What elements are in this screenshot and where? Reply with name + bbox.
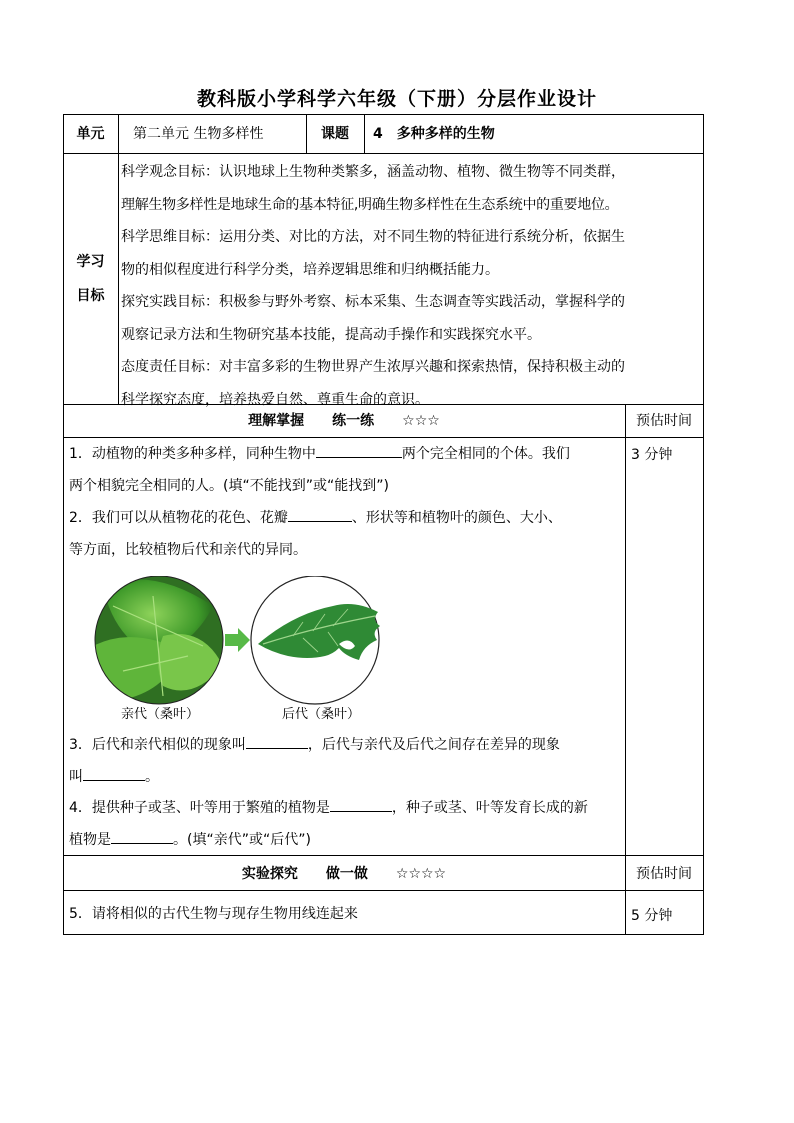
- section1-heading: 理解掌握 练一练 ☆☆☆: [248, 413, 440, 429]
- section2-time-header: 预估时间: [636, 866, 692, 882]
- caption-offspring: 后代（桑叶）: [282, 707, 361, 722]
- topic-value: 4 多种多样的生物: [373, 126, 495, 142]
- objective-line: 物的相似程度进行科学分类，培养逻辑思维和归纳概括能力。: [121, 261, 499, 278]
- objectives-label-2: 目标: [76, 288, 105, 304]
- topic-label: 课题: [321, 126, 349, 142]
- section1-time-value: 3 分钟: [631, 447, 673, 463]
- answer-blank[interactable]: [288, 507, 352, 522]
- objective-line: 态度责任目标：对丰富多彩的生物世界产生浓厚兴趣和探索热情，保持积极主动的: [121, 359, 625, 375]
- section1-time-header: 预估时间: [636, 413, 692, 429]
- objectives-label-1: 学习: [76, 254, 105, 270]
- objectives-text: [121, 156, 701, 416]
- objective-line: 科学观念目标：认识地球上生物种类繁多，涵盖动物、植物、微生物等不同类群，: [121, 164, 625, 180]
- answer-blank[interactable]: [111, 829, 173, 844]
- answer-blank[interactable]: [330, 797, 392, 812]
- section2-time-value: 5 分钟: [631, 908, 673, 924]
- question-2: 2．我们可以从植物花的花色、花瓣 、形状等和植物叶的颜色、大小、 等方面，比较植物后代和亲代的异同。: [69, 502, 621, 566]
- objective-line: 观察记录方法和生物研究基本技能，提高动手操作和实践探究水平。: [121, 326, 541, 343]
- objective-line: 科学思维目标：运用分类、对比的方法，对不同生物的特征进行系统分析，依据生: [121, 229, 625, 245]
- question-5: 5．请将相似的古代生物与现存生物用线连起来: [69, 906, 358, 922]
- arrow-icon: [225, 628, 250, 652]
- objective-line: 理解生物多样性是地球生命的基本特征,明确生物多样性在生态系统中的重要地位。: [121, 196, 619, 213]
- question-3: 3．后代和亲代相似的现象叫 ，后代与亲代及后代之间存在差异的现象 叫 。: [69, 729, 621, 793]
- unit-label: 单元: [76, 126, 105, 142]
- objective-line: 探究实践目标：积极参与野外考察、标本采集、生态调查等实践活动，掌握科学的: [121, 294, 625, 310]
- worksheet-table: [63, 114, 704, 935]
- objective-line: 科学探究态度，培养热爱自然、尊重生命的意识。: [121, 391, 429, 408]
- answer-blank[interactable]: [83, 766, 145, 781]
- answer-blank[interactable]: [246, 734, 308, 749]
- caption-parent: 亲代（桑叶）: [121, 707, 200, 722]
- page-title: 教科版小学科学六年级（下册）分层作业设计: [196, 88, 597, 110]
- answer-blank[interactable]: [316, 443, 402, 458]
- section2-heading: 实验探究 做一做 ☆☆☆☆: [241, 866, 447, 882]
- unit-value: 第二单元 生物多样性: [133, 126, 264, 142]
- question-4: 4．提供种子或茎、叶等用于繁殖的植物是 ，种子或茎、叶等发育长成的新 植物是 。(填“亲代”或“后代”): [69, 792, 621, 856]
- mulberry-leaf-figure: [93, 576, 393, 706]
- question-1: 1．动植物的种类多种多样，同种生物中 两个完全相同的个体。我们 两个相貌完全相同的人。(填“不能找到”或“能找到”): [69, 438, 621, 502]
